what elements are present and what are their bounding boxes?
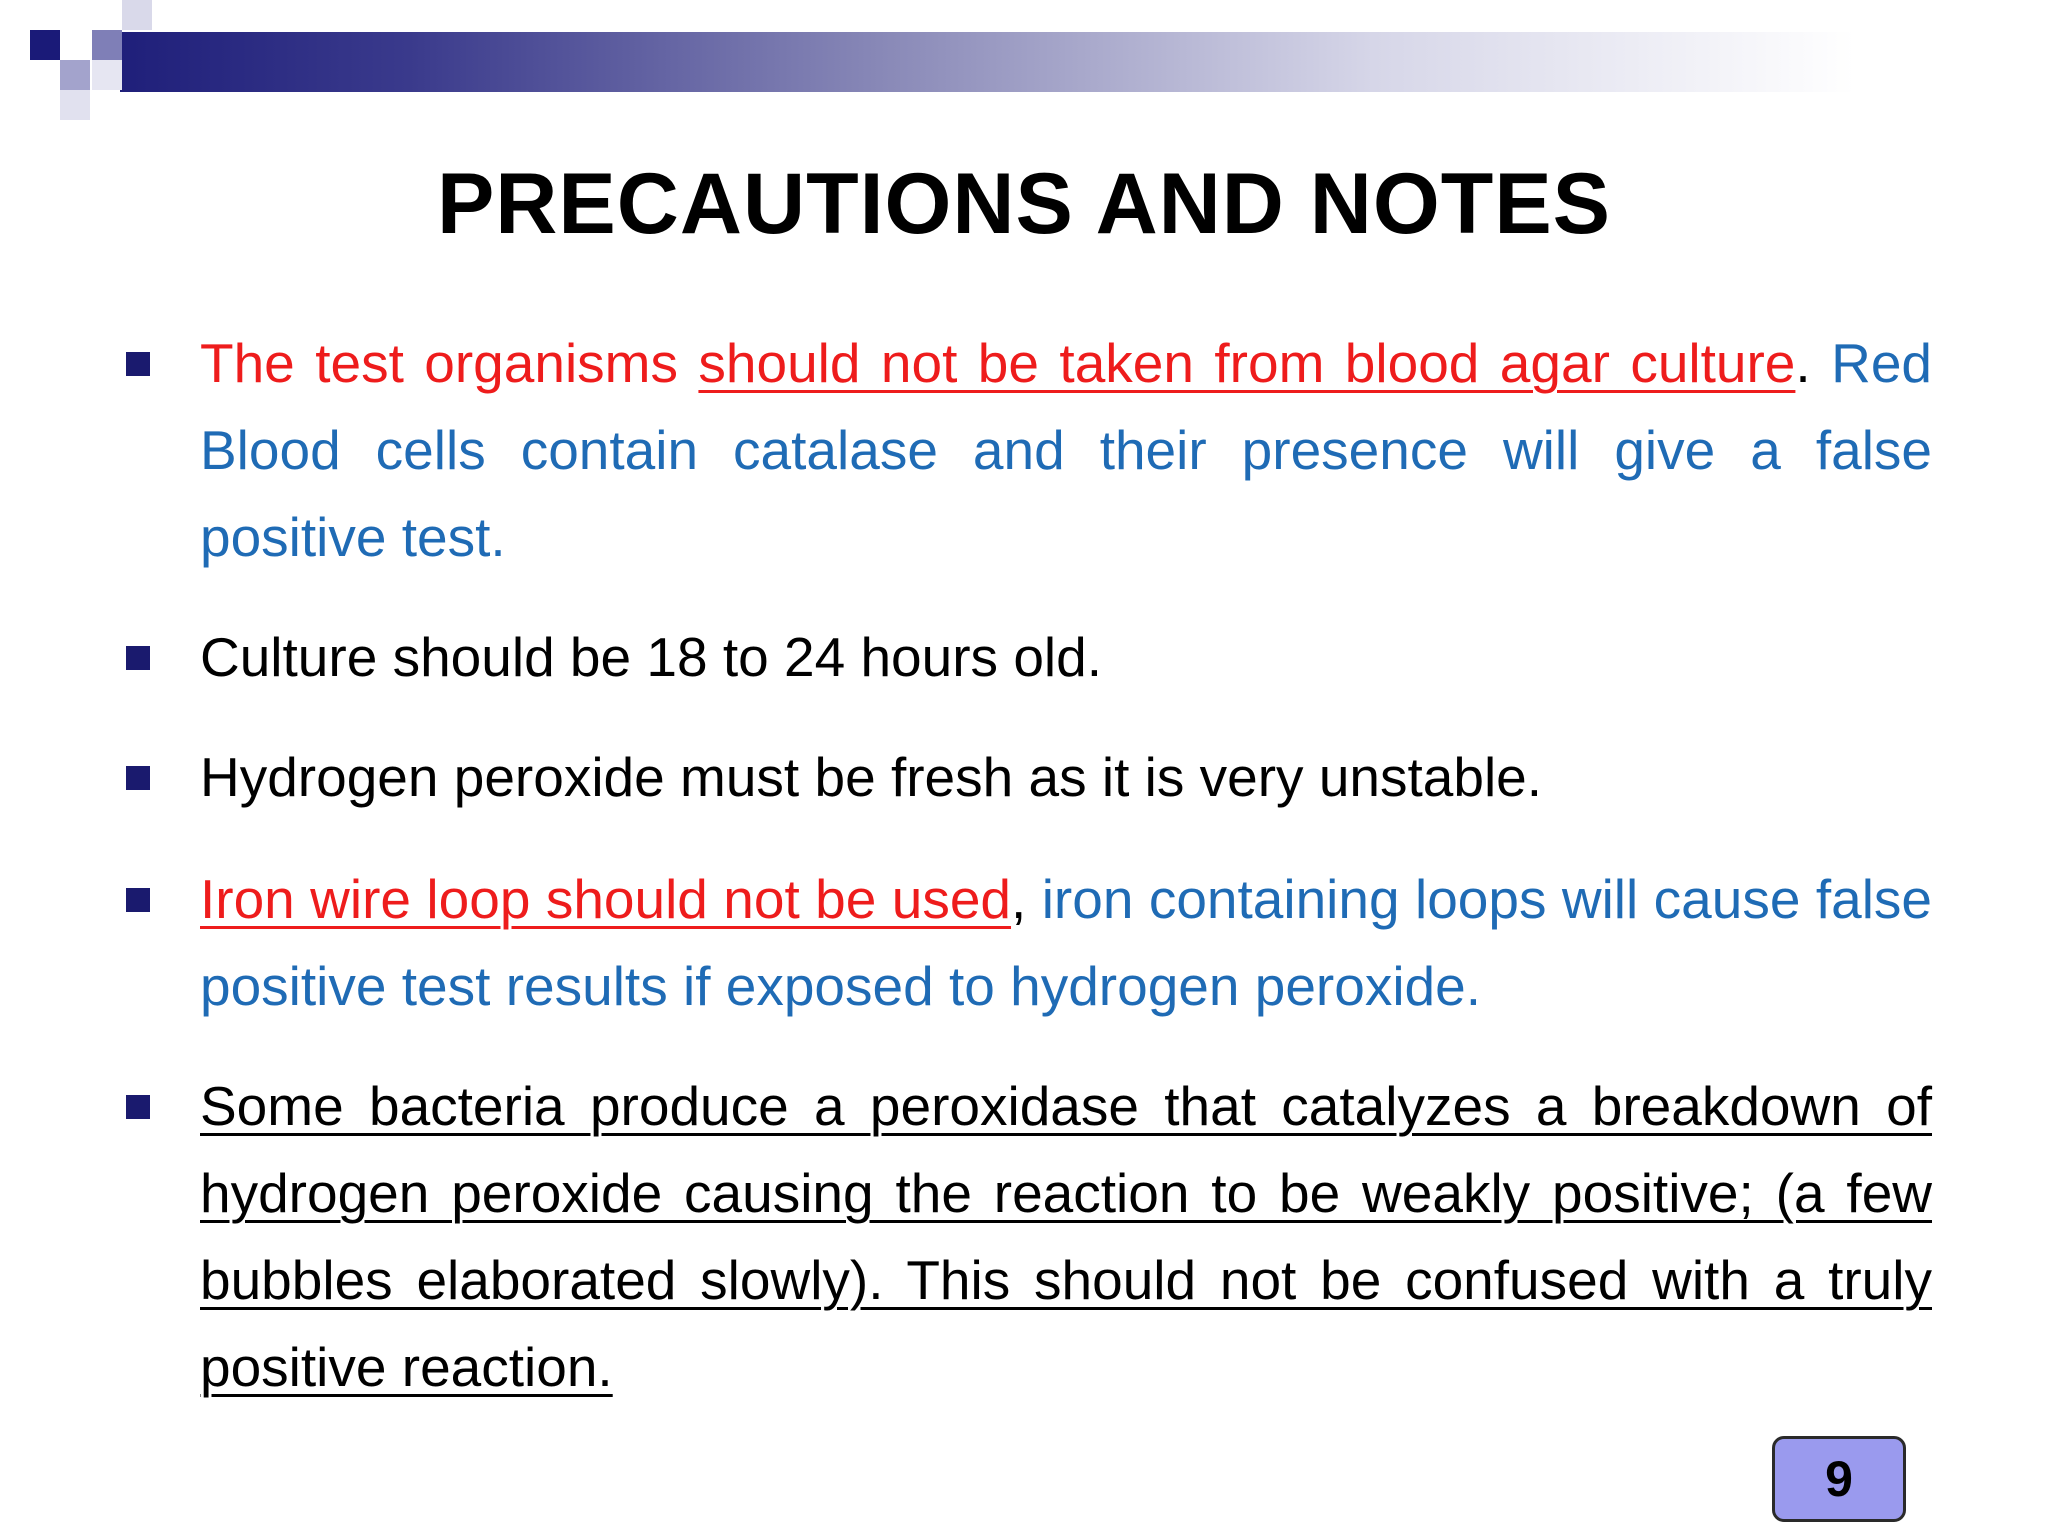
bullet-square-icon: [126, 888, 150, 912]
bullet-item-blood-agar: [200, 320, 1932, 581]
bullet-text: Hydrogen peroxide must be fresh as it is very unstable.: [200, 746, 1543, 808]
header-square-decoration: [122, 0, 152, 30]
bullet-square-icon: [126, 352, 150, 376]
header-square-decoration: [60, 90, 90, 120]
bullet-item-iron-wire-loop: [200, 856, 1932, 1030]
bullet-text-red: The test organisms: [200, 332, 699, 394]
header-square-decoration: [60, 60, 90, 90]
header-square-decoration: [30, 30, 60, 60]
bullet-item-hydrogen-peroxide: [200, 734, 1932, 821]
slide-title: PRECAUTIONS AND NOTES: [436, 156, 1612, 252]
bullet-text-underlined: Some bacteria produce a peroxidase that catalyzes a breakdown of hydrogen peroxide causing the reaction to be weakly positive; (a few bubbles elaborated slowly). This should not be confused with a truly positive reaction.: [200, 1075, 1932, 1398]
header-square-decoration: [92, 60, 122, 90]
bullet-text-red-underlined: should not be taken from blood agar culture: [698, 332, 1796, 394]
bullet-text-blue: Red Blood cells contain catalase and their presence will give a false positive test.: [200, 332, 1933, 568]
page-number-badge: 9: [1772, 1436, 1906, 1522]
bullet-text-red-underlined: Iron wire loop should not be used: [200, 868, 1012, 930]
bullet-text-blue: iron containing loops will cause false positive test results if exposed to hydrogen peroxide.: [200, 868, 1932, 1017]
header-gradient-bar: [120, 32, 2048, 92]
bullet-square-icon: [126, 766, 150, 790]
bullet-item-peroxidase: [200, 1063, 1932, 1411]
bullet-item-culture-age: [200, 614, 1932, 701]
bullet-square-icon: [126, 1095, 150, 1119]
bullet-text-comma: ,: [1011, 868, 1027, 930]
header-square-decoration: [92, 30, 122, 60]
bullet-text-period: .: [1795, 332, 1811, 394]
bullet-square-icon: [126, 646, 150, 670]
bullet-text: Culture should be 18 to 24 hours old.: [200, 626, 1102, 688]
